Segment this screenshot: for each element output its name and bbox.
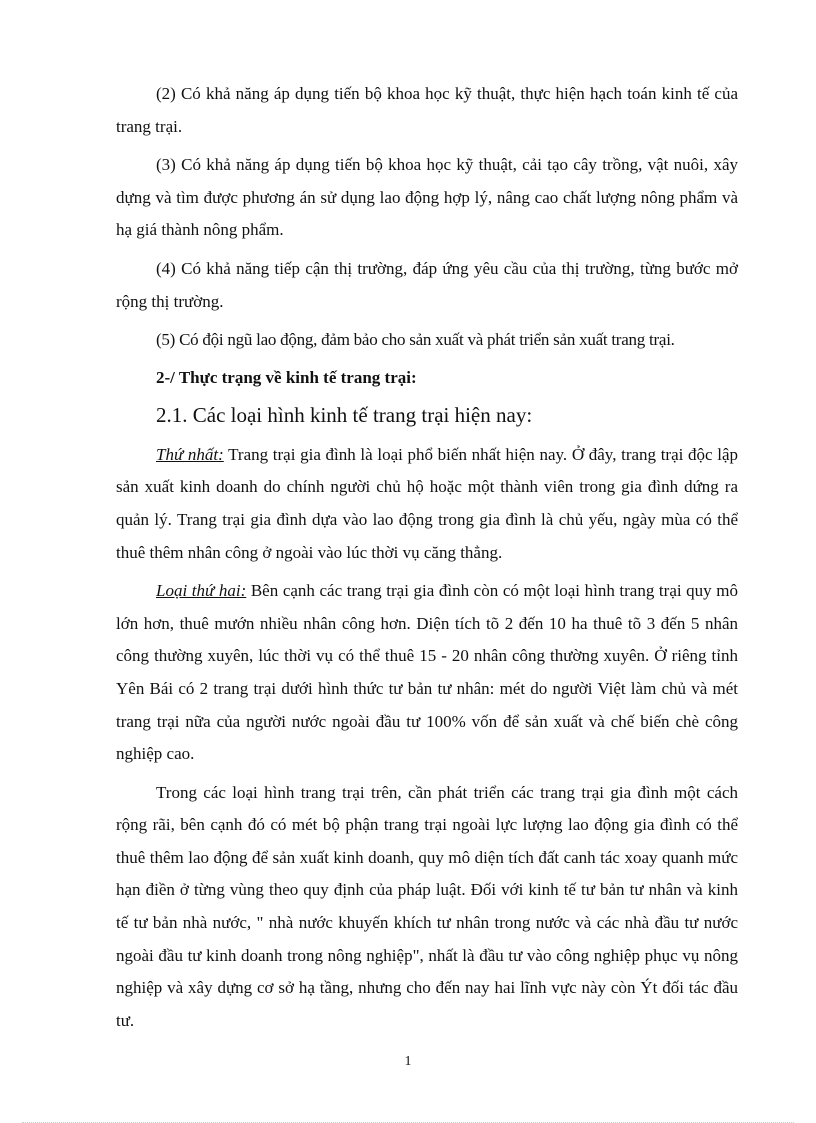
paragraph-first-type	[116, 439, 738, 569]
first-type-lead: Thứ nhất:	[156, 444, 224, 464]
second-type-lead: Loại thứ hai:	[156, 581, 247, 601]
page-number: 1	[404, 1054, 412, 1069]
paragraph-criterion-3: (3) Có khả năng áp dụng tiến bộ khoa học kỹ thuật, cải tạo cây trồng, vật nuôi, xây dựng và tìm được phương án sử dụng lao động hợp lý, nâng cao chất lượng nông phẩm và hạ giá thành nông phẩm.	[116, 155, 738, 240]
paragraph-closing: Trong các loại hình trang trại trên, cần phát triển các trang trại gia đình một cách rộng rãi, bên cạnh đó có mét bộ phận trang trại ngoài lực lượng lao động gia đình có thể thuê thêm lao động để sản xuất kinh doanh, quy mô diện tích đất canh tác xoay quanh mức hạn điền ở từng vùng theo quy định của pháp luật. Đối với kinh tế tư bản tư nhân và kinh tế tư bản nhà nước, " nhà nước khuyến khích tư nhân trong nước và các nhà đầu tư nước ngoài đầu tư kinh doanh trong nông nghiệp", nhất là đầu tư vào công nghiệp phục vụ nông nghiệp và xây dựng cơ sở hạ tầng, nhưng cho đến nay hai lĩnh vực này còn Ýt đối tác đầu tư.	[116, 782, 738, 1030]
document-body	[116, 78, 738, 1043]
section-heading: 2-/ Thực trạng về kinh tế trang trại:	[156, 367, 417, 387]
paragraph-second-type	[116, 575, 738, 771]
paragraph-criterion-5: (5) Có đội ngũ lao động, đảm bảo cho sản xuất và phát triển sản xuất trang trại.	[156, 330, 675, 350]
first-type-text: Trang trại gia đình là loại phổ biến nhất hiện nay. Ở đây, trang trại độc lập sản xuất kinh doanh do chính người chủ hộ hoặc một thành viên trong gia đình dứng ra quản lý. Trang trại gia đình dựa vào lao động trong gia đình là chủ yếu, ngày mùa có thể thuê thêm nhân công ở ngoài vào lúc thời vụ căng thẳng.	[116, 444, 738, 562]
paragraph-criterion-2: (2) Có khả năng áp dụng tiến bộ khoa học kỹ thuật, thực hiện hạch toán kinh tế của trang trại.	[116, 84, 738, 136]
paragraph-criterion-4: (4) Có khả năng tiếp cận thị trường, đáp ứng yêu cầu của thị trường, từng bước mở rộng thị trường.	[116, 258, 738, 311]
second-type-text: Bên cạnh các trang trại gia đình còn có một loại hình trang trại quy mô lớn hơn, thuê mướn nhiều nhân công hơn. Diện tích tõ 2 đến 10 ha thuê tõ 3 đến 5 nhân công thường xuyên, lúc thời vụ có thể thuê 15 - 20 nhân công thường xuyên. Ở riêng tỉnh Yên Bái có 2 trang trại dưới hình thức tư bản tư nhân: mét do người Việt làm chủ và mét trang trại nữa của người nước ngoài đầu tư 100% vốn để sản xuất và chế biến chè công nghiệp cao.	[116, 581, 738, 764]
subsection-heading: 2.1. Các loại hình kinh tế trang trại hiện nay:	[156, 402, 533, 427]
